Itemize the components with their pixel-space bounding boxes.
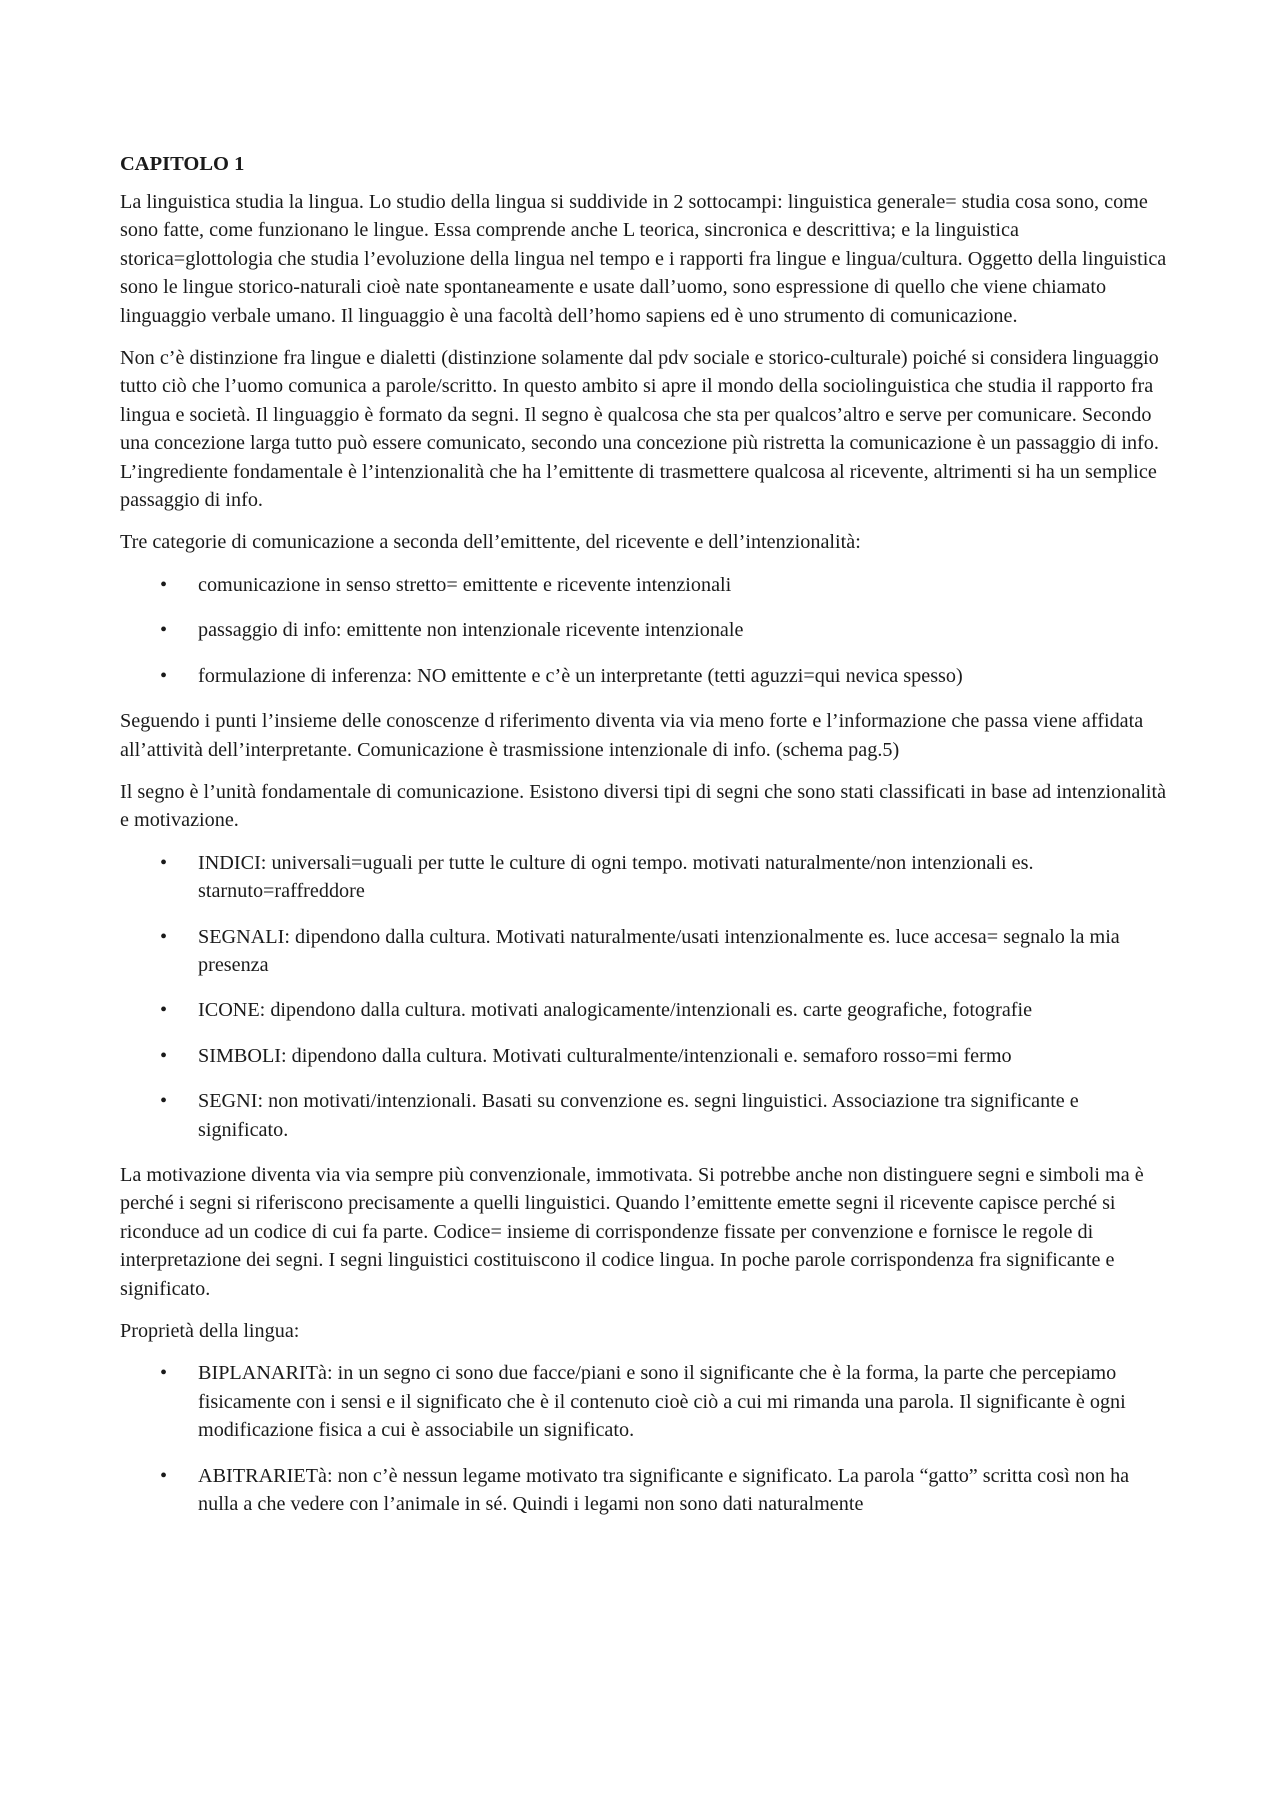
document-body (120, 150, 1168, 1535)
list-item: • comunicazione in senso stretto= emittente e ricevente intenzionali (120, 571, 1168, 599)
list-item: • formulazione di inferenza: NO emittente e c’è un interpretante (tetti aguzzi=qui nevica spesso) (120, 662, 1168, 690)
list-item: • INDICI: universali=uguali per tutte le culture di ogni tempo. motivati naturalmente/non intenzionali es. starnuto=raffreddore (120, 849, 1168, 906)
bullet-list-communication (120, 571, 1168, 690)
paragraph: Il segno è l’unità fondamentale di comunicazione. Esistono diversi tipi di segni che sono stati classificati in base ad intenzionalità e motivazione. (120, 780, 1167, 832)
bullet-icon: • (160, 925, 168, 948)
paragraph: Non c’è distinzione fra lingue e dialetti (distinzione solamente dal pdv sociale e storico-culturale) poiché si considera linguaggio tutto ciò che l’uomo comunica a parole/scritto. In questo ambito si apre il mondo della sociolinguistica che studia il rapporto fra lingua e società. Il linguaggio è formato da segni. Il segno è qualcosa che sta per qualcos’altro e serve per comunicare. Secondo una concezione larga tutto può essere comunicato, secondo una concezione più ristretta la comunicazione è un passaggio di info. L’ingrediente fondamentale è l’intenzionalità che ha l’emittente di trasmettere qualcosa al ricevente, altrimenti si ha un semplice passaggio di info. (120, 347, 1159, 512)
list-item: • SIMBOLI: dipendono dalla cultura. Motivati culturalmente/intenzionali e. semaforo rosso=mi fermo (120, 1042, 1168, 1070)
bullet-icon: • (160, 1362, 168, 1385)
list-item: • ABITRARIETà: non c’è nessun legame motivato tra significante e significato. La parola “gatto” scritta così non ha nulla a che vedere con l’animale in sé. Quindi i legami non sono dati naturalmente (120, 1462, 1168, 1519)
paragraph: Tre categorie di comunicazione a seconda dell’emittente, del ricevente e dell’intenzionalità: (120, 531, 861, 554)
bullet-icon: • (160, 573, 168, 596)
bullet-icon: • (160, 851, 168, 874)
paragraph: Seguendo i punti l’insieme delle conoscenze d riferimento diventa via via meno forte e l’informazione che passa viene affidata all’attività dell’interpretante. Comunicazione è trasmissione intenzionale di info. (schema pag.5) (120, 710, 1144, 761)
bullet-icon: • (160, 1464, 168, 1487)
bullet-icon: • (160, 664, 168, 687)
paragraph: La linguistica studia la lingua. Lo studio della lingua si suddivide in 2 sottocampi: linguistica generale= studia cosa sono, come sono fatte, come funzionano le lingue. Essa comprende anche L teorica, sincronica e descrittiva; e la linguistica storica=glottologia che studia l’evoluzione della lingua nel tempo e i rapporti fra lingue e lingua/cultura. Oggetto della linguistica sono le lingue storico-naturali cioè nate spontaneamente e usate dall’uomo, sono espressione di quello che viene chiamato linguaggio verbale umano. Il linguaggio è una facoltà dell’homo sapiens ed è uno strumento di comunicazione. (120, 191, 1167, 327)
list-item: • SEGNI: non motivati/intenzionali. Basati su convenzione es. segni linguistici. Associazione tra significante e significato. (120, 1087, 1168, 1144)
paragraph: La motivazione diventa via via sempre più convenzionale, immotivata. Si potrebbe anche non distinguere segni e simboli ma è perché i segni si riferiscono precisamente a quelli linguistici. Quando l’emittente emette segni il ricevente capisce perché si riconduce ad un codice di cui fa parte. Codice= insieme di corrispondenze fissate per convenzione e fornisce le regole di interpretazione dei segni. I segni linguistici costituiscono il codice lingua. In poche parole corrispondenza fra significante e significato. (120, 1163, 1144, 1300)
chapter-title: CAPITOLO 1 (120, 153, 245, 175)
bullet-icon: • (160, 619, 168, 642)
bullet-icon: • (160, 1044, 168, 1067)
bullet-list-sign-types (120, 849, 1168, 1144)
list-item: • passaggio di info: emittente non intenzionale ricevente intenzionale (120, 616, 1168, 644)
list-item: • BIPLANARITà: in un segno ci sono due facce/piani e sono il significante che è la forma, la parte che percepiamo fisicamente con i sensi e il significato che è il contenuto cioè ciò a cui mi rimanda una parola. Il significante è ogni modificazione fisica a cui è associabile un significato. (120, 1359, 1168, 1444)
paragraph: Proprietà della lingua: (120, 1320, 300, 1342)
bullet-icon: • (160, 1090, 168, 1113)
list-item: • SEGNALI: dipendono dalla cultura. Motivati naturalmente/usati intenzionalmente es. luce accesa= segnalo la mia presenza (120, 923, 1168, 980)
bullet-icon: • (160, 999, 168, 1022)
bullet-list-properties (120, 1359, 1168, 1518)
list-item: • ICONE: dipendono dalla cultura. motivati analogicamente/intenzionali es. carte geografiche, fotografie (120, 996, 1168, 1024)
